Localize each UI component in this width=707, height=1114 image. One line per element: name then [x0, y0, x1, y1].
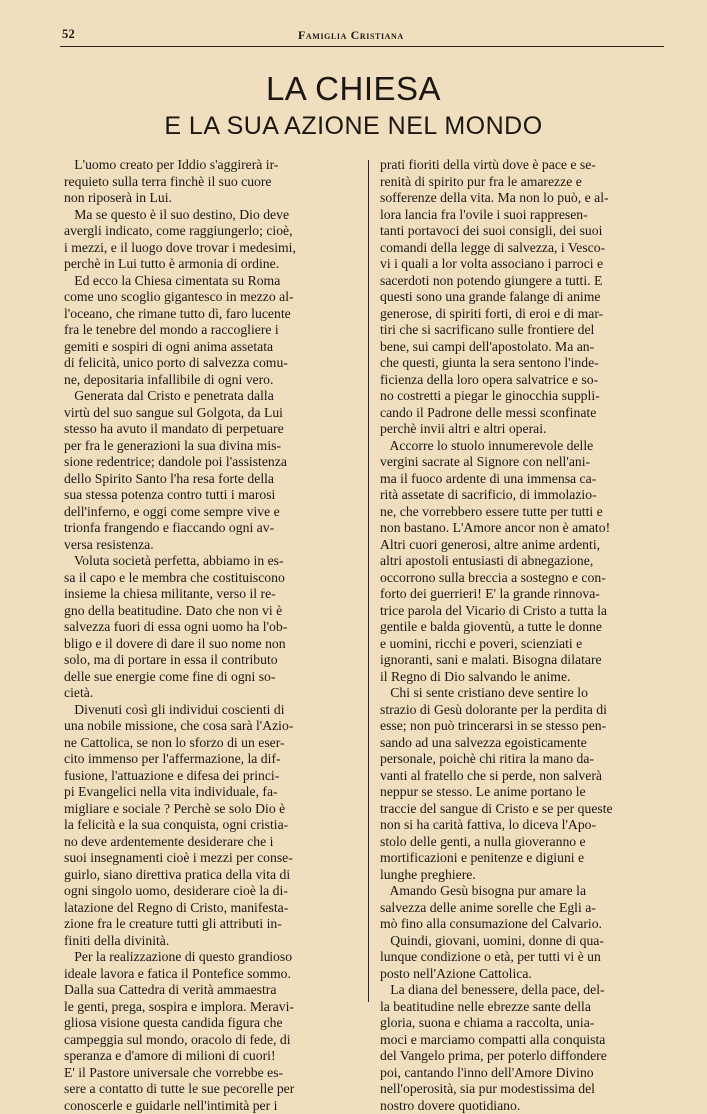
- text-line: il Regno di Dio salvando le anime.: [380, 669, 664, 686]
- text-line: lora lancia fra l'ovile i suoi rappresen-: [380, 207, 664, 224]
- text-line: sacerdoti non potendo giungere a tutti. E: [380, 273, 664, 290]
- text-line: zione fra le creature tutti gli attributi in-: [64, 916, 348, 933]
- text-line: campeggia sul mondo, oracolo di fede, di: [64, 1032, 348, 1049]
- text-line: traccie del sangue di Cristo e se per queste: [380, 801, 664, 818]
- text-line: dello Spirito Santo l'ha resa forte della: [64, 471, 348, 488]
- text-line: virtù del suo sangue sul Golgota, da Lui: [64, 405, 348, 422]
- text-line: stesso ha avuto il mandato di perpetuare: [64, 421, 348, 438]
- left-column: [64, 157, 348, 1114]
- text-line: ignoranti, sani e malati. Bisogna dilatare: [380, 652, 664, 669]
- text-line: trice parola del Vicario di Cristo a tutta la: [380, 603, 664, 620]
- right-column: [380, 157, 664, 1114]
- text-line: trionfa frangendo e fiaccando ogni av-: [64, 520, 348, 537]
- text-line: perchè invii altri e altri operai.: [380, 421, 664, 438]
- text-line: strazio di Gesù dolorante per la perdita di: [380, 702, 664, 719]
- text-line: di felicità, unico porto di salvezza comu-: [64, 355, 348, 372]
- text-line: ogni singolo uomo, desiderare cioè la di-: [64, 883, 348, 900]
- text-line: speranza e d'amore di milioni di cuori!: [64, 1048, 348, 1065]
- text-line: lunghe preghiere.: [380, 867, 664, 884]
- text-line: stolo delle genti, a nulla gioveranno e: [380, 834, 664, 851]
- text-line: non riposerà in Lui.: [64, 190, 348, 207]
- text-line: fra le tenebre del mondo a raccogliere i: [64, 322, 348, 339]
- text-line: lunque condizione o età, per tutti vi è un: [380, 949, 664, 966]
- text-line: ne, che vorrebbero essere tutte per tutti e: [380, 504, 664, 521]
- text-line: mortificazioni e penitenze e digiuni e: [380, 850, 664, 867]
- text-line: cito immenso per l'affermazione, la dif-: [64, 751, 348, 768]
- column-divider: [368, 160, 369, 1002]
- text-line: ma il fuoco ardente di una immensa ca-: [380, 471, 664, 488]
- text-line: prati fioriti della virtù dove è pace e se-: [380, 157, 664, 174]
- text-line: salvezza delle anime sorelle che Egli a-: [380, 900, 664, 917]
- text-line: Voluta società perfetta, abbiamo in es-: [64, 553, 348, 570]
- text-line: E' il Pastore universale che vorrebbe es-: [64, 1065, 348, 1082]
- text-line: versa resistenza.: [64, 537, 348, 554]
- text-line: occorrono sulla breccia a sostegno e con-: [380, 570, 664, 587]
- text-line: comandi della legge di salvezza, i Vesco-: [380, 240, 664, 257]
- text-line: dell'inferno, e oggi come sempre vive e: [64, 504, 348, 521]
- text-line: mò fino alla consumazione del Calvario.: [380, 916, 664, 933]
- text-line: delle sue energie come fine di ogni so-: [64, 669, 348, 686]
- text-line: gemiti e sospiri di ogni anima assetata: [64, 339, 348, 356]
- text-line: Per la realizzazione di questo grandioso: [64, 949, 348, 966]
- text-line: nostro dovere quotidiano.: [380, 1098, 664, 1114]
- text-line: del Vangelo prima, per poterlo diffondere: [380, 1048, 664, 1065]
- text-line: nell'operosità, sia pur modestissima del: [380, 1081, 664, 1098]
- text-line: altri apostoli entusiasti di abnegazione,: [380, 553, 664, 570]
- text-line: suoi insegnamenti cioè i mezzi per conse-: [64, 850, 348, 867]
- text-line: come uno scoglio gigantesco in mezzo al-: [64, 289, 348, 306]
- text-line: L'uomo creato per Iddio s'aggirerà ir-: [64, 157, 348, 174]
- text-line: per fra le generazioni la sua divina mis-: [64, 438, 348, 455]
- running-title: Famiglia Cristiana: [298, 28, 404, 43]
- text-line: finiti della divinità.: [64, 933, 348, 950]
- text-line: Generata dal Cristo e penetrata dalla: [64, 388, 348, 405]
- text-line: salvezza fuori di essa ogni uomo ha l'ob-: [64, 619, 348, 636]
- text-line: neppur se stesso. Le anime portano le: [380, 784, 664, 801]
- text-line: tanti portavoci dei suoi consigli, dei suoi: [380, 223, 664, 240]
- text-line: pi Evangelici nella vita individuale, fa-: [64, 784, 348, 801]
- text-line: avergli indicato, come raggiungerlo; cioè,: [64, 223, 348, 240]
- text-line: ne, depositaria infallibile di ogni vero.: [64, 372, 348, 389]
- text-line: gentile e balda gioventù, a tutte le donne: [380, 619, 664, 636]
- text-line: una nobile missione, che cosa sarà l'Azio-: [64, 718, 348, 735]
- text-line: fusione, l'attuazione e difesa dei princi-: [64, 768, 348, 785]
- text-line: renità di spirito pur fra le amarezze e: [380, 174, 664, 191]
- text-line: Ma se questo è il suo destino, Dio deve: [64, 207, 348, 224]
- text-line: La diana del benessere, della pace, del-: [380, 982, 664, 999]
- text-line: sua stessa potenza contro tutti i marosi: [64, 487, 348, 504]
- text-line: Altri cuori generosi, altre anime ardenti,: [380, 537, 664, 554]
- text-line: forto dei guerrieri! E' la grande rinnova-: [380, 586, 664, 603]
- text-line: migliare e sociale ? Perchè se solo Dio è: [64, 801, 348, 818]
- page-number: 52: [62, 27, 75, 42]
- text-line: questi sono una grande falange di anime: [380, 289, 664, 306]
- text-line: l'oceano, che rimane tutto dì, faro lucente: [64, 306, 348, 323]
- text-line: tiri che si sacrificano sulle frontiere del: [380, 322, 664, 339]
- text-line: non bastano. L'Amore ancor non è amato!: [380, 520, 664, 537]
- text-line: guirlo, siano direttiva pratica della vita di: [64, 867, 348, 884]
- text-line: Quindi, giovani, uomini, donne di qua-: [380, 933, 664, 950]
- text-line: sofferenze della vita. Ma non lo può, e al-: [380, 190, 664, 207]
- text-line: Dalla sua Cattedra di verità ammaestra: [64, 982, 348, 999]
- text-line: no costretti a piegar le ginocchia suppli-: [380, 388, 664, 405]
- text-line: vi i quali a lor volta associano i parroci e: [380, 256, 664, 273]
- text-line: no deve ardentemente desiderare che i: [64, 834, 348, 851]
- text-line: moci e marciamo compatti alla conquista: [380, 1032, 664, 1049]
- text-line: cietà.: [64, 685, 348, 702]
- text-line: sando ad una salvezza egoisticamente: [380, 735, 664, 752]
- text-line: gno della beatitudine. Dato che non vi è: [64, 603, 348, 620]
- text-line: ne Cattolica, se non lo sforzo di un eser-: [64, 735, 348, 752]
- text-line: che questi, giunta la sera sentono l'inde-: [380, 355, 664, 372]
- text-line: i mezzi, e il luogo dove trovar i medesimi,: [64, 240, 348, 257]
- article-title: LA CHIESA: [0, 72, 707, 106]
- text-line: personale, poichè chi ritira la mano da-: [380, 751, 664, 768]
- text-line: non si ha carità fattiva, lo diceva l'Apo-: [380, 817, 664, 834]
- text-line: sa il capo e le membra che costituiscono: [64, 570, 348, 587]
- text-line: sione redentrice; dandole poi l'assistenza: [64, 454, 348, 471]
- text-line: vanti al fratello che si perde, non salverà: [380, 768, 664, 785]
- text-line: poi, cantando l'inno dell'Amore Divino: [380, 1065, 664, 1082]
- text-line: ideale lavora e fatica il Pontefice sommo.: [64, 966, 348, 983]
- text-line: cando il Padrone delle messi sconfinate: [380, 405, 664, 422]
- header-rule: [60, 46, 664, 47]
- text-line: generose, di spiriti forti, di eroi e di mar-: [380, 306, 664, 323]
- text-line: rità assetate di sacrificio, di immolazio-: [380, 487, 664, 504]
- text-line: Ed ecco la Chiesa cimentata su Roma: [64, 273, 348, 290]
- text-line: latazione del Regno di Cristo, manifesta-: [64, 900, 348, 917]
- text-line: requieto sulla terra finchè il suo cuore: [64, 174, 348, 191]
- text-line: ficienza della loro opera salvatrice e so-: [380, 372, 664, 389]
- text-line: Chi si sente cristiano deve sentire lo: [380, 685, 664, 702]
- text-line: la felicità e la sua conquista, ogni cristia-: [64, 817, 348, 834]
- text-line: posto nell'Azione Cattolica.: [380, 966, 664, 983]
- text-line: Divenuti così gli individui coscienti di: [64, 702, 348, 719]
- article-subtitle: E LA SUA AZIONE NEL MONDO: [0, 112, 707, 140]
- text-line: gliosa visione questa candida figura che: [64, 1015, 348, 1032]
- text-line: vergini sacrate al Signore con nell'ani-: [380, 454, 664, 471]
- text-line: bene, sui campi dell'apostolato. Ma an-: [380, 339, 664, 356]
- text-line: sere a contatto di tutte le sue pecorelle per: [64, 1081, 348, 1098]
- text-line: solo, ma di portare in essa il contributo: [64, 652, 348, 669]
- text-line: conoscerle e guidarle nell'intimità per i: [64, 1098, 348, 1114]
- text-line: Accorre lo stuolo innumerevole delle: [380, 438, 664, 455]
- text-line: bligo e il dovere di dare il suo nome non: [64, 636, 348, 653]
- text-line: e uomini, ricchi e poveri, scienziati e: [380, 636, 664, 653]
- text-line: esse; non può trincerarsi in se stesso pen-: [380, 718, 664, 735]
- text-line: gloria, suona e chiama a raccolta, unia-: [380, 1015, 664, 1032]
- text-line: insieme la chiesa militante, verso il re-: [64, 586, 348, 603]
- text-line: perchè in Lui tutto è armonia di ordine.: [64, 256, 348, 273]
- text-line: la beatitudine nelle ebrezze sante della: [380, 999, 664, 1016]
- text-line: le genti, prega, sospira e implora. Meravi-: [64, 999, 348, 1016]
- text-line: Amando Gesù bisogna pur amare la: [380, 883, 664, 900]
